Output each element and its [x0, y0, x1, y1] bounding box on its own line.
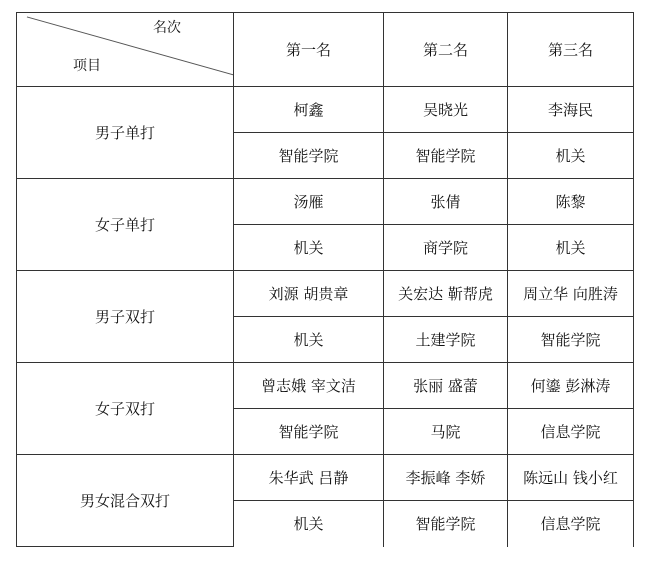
- winner-name-cell: 汤雁: [234, 179, 384, 225]
- winner-unit-cell: 智能学院: [234, 133, 384, 179]
- winner-name-cell: 刘源 胡贵章: [234, 271, 384, 317]
- winner-name-cell: 李海民: [508, 87, 634, 133]
- winner-unit-cell: 信息学院: [508, 501, 634, 547]
- winner-name-cell: 张丽 盛蕾: [384, 363, 508, 409]
- table-row: [17, 271, 634, 317]
- winner-name-cell: 何鎏 彭淋涛: [508, 363, 634, 409]
- corner-label-event: 项目: [73, 58, 101, 74]
- event-name-cell: 男子双打: [17, 271, 234, 363]
- diagonal-line: [17, 13, 233, 86]
- event-name-cell: 女子双打: [17, 363, 234, 455]
- event-name-cell: 男女混合双打: [17, 455, 234, 547]
- winner-unit-cell: 机关: [508, 133, 634, 179]
- winner-name-cell: 朱华武 吕静: [234, 455, 384, 501]
- winner-name-cell: 曾志娥 宰文洁: [234, 363, 384, 409]
- winner-unit-cell: 机关: [234, 225, 384, 271]
- event-name-cell: 女子单打: [17, 179, 234, 271]
- winner-name-cell: 柯鑫: [234, 87, 384, 133]
- winner-name-cell: 关宏达 靳帮虎: [384, 271, 508, 317]
- corner-diagonal-cell: [17, 13, 234, 87]
- header-row: [17, 13, 634, 87]
- table-row: [17, 179, 634, 225]
- winner-name-cell: 吴晓光: [384, 87, 508, 133]
- table-row: [17, 87, 634, 133]
- winner-unit-cell: 商学院: [384, 225, 508, 271]
- winner-unit-cell: 智能学院: [384, 133, 508, 179]
- winner-unit-cell: 马院: [384, 409, 508, 455]
- winner-name-cell: 张倩: [384, 179, 508, 225]
- winner-unit-cell: 土建学院: [384, 317, 508, 363]
- event-name-cell: 男子单打: [17, 87, 234, 179]
- winner-unit-cell: 机关: [234, 501, 384, 547]
- winner-name-cell: 周立华 向胜涛: [508, 271, 634, 317]
- table-row: [17, 363, 634, 409]
- column-header-first: 第一名: [234, 13, 384, 87]
- winner-name-cell: 陈远山 钱小红: [508, 455, 634, 501]
- results-table: [16, 12, 634, 547]
- winner-unit-cell: 信息学院: [508, 409, 634, 455]
- winner-unit-cell: 智能学院: [384, 501, 508, 547]
- corner-label-rank: 名次: [153, 20, 181, 36]
- winner-unit-cell: 智能学院: [508, 317, 634, 363]
- column-header-third: 第三名: [508, 13, 634, 87]
- winner-unit-cell: 智能学院: [234, 409, 384, 455]
- table-row: [17, 455, 634, 501]
- winner-unit-cell: 机关: [508, 225, 634, 271]
- winner-name-cell: 陈黎: [508, 179, 634, 225]
- winner-unit-cell: 机关: [234, 317, 384, 363]
- winner-name-cell: 李振峰 李娇: [384, 455, 508, 501]
- column-header-second: 第二名: [384, 13, 508, 87]
